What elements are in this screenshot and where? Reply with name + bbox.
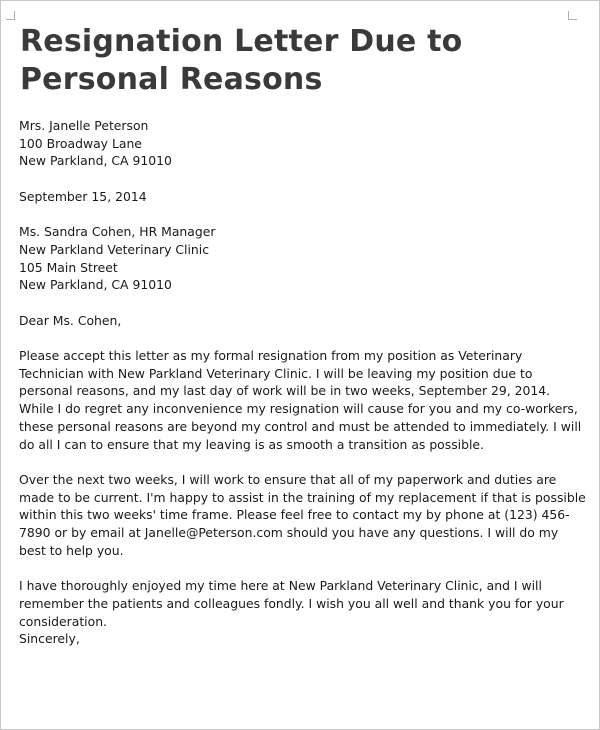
- sender-street: 100 Broadway Lane: [19, 135, 142, 151]
- recipient-name: Ms. Sandra Cohen, HR Manager: [19, 224, 216, 240]
- recipient-address: [19, 223, 579, 294]
- paragraph-line: these personal reasons are beyond my control and must be attended to immediately. I will: [19, 418, 582, 434]
- paragraph-line: consideration.: [19, 613, 107, 629]
- paragraph-1: [19, 347, 582, 453]
- closing: Sincerely,: [19, 631, 80, 647]
- sender-city: New Parkland, CA 91010: [19, 153, 172, 169]
- crop-mark-top-right: [568, 11, 577, 20]
- paragraph-2: [19, 471, 586, 560]
- recipient-city: New Parkland, CA 91010: [19, 277, 172, 293]
- paragraph-line: Technician with New Parkland Veterinary Clinic. I will be leaving my position due to: [19, 365, 533, 381]
- title-line-1: Resignation Letter Due to: [20, 24, 463, 59]
- page-title: [20, 23, 580, 99]
- paragraph-line: Over the next two weeks, I will work to ensure that all of my paperwork and duties are: [19, 471, 557, 487]
- sender-address: [19, 117, 579, 170]
- sender-name: Mrs. Janelle Peterson: [19, 118, 149, 133]
- crop-mark-top-left: [6, 11, 15, 20]
- paragraph-line: best to help you.: [19, 542, 124, 558]
- recipient-company: New Parkland Veterinary Clinic: [19, 241, 210, 257]
- paragraph-3: [19, 577, 579, 630]
- letter-date: September 15, 2014: [19, 188, 147, 204]
- paragraph-line: do all I can to ensure that my leaving is as smooth a transition as possible.: [19, 436, 484, 452]
- paragraph-line: personal reasons, and my last day of work will be in two weeks, September 29, 2014.: [19, 383, 551, 399]
- paragraph-line: remember the patients and colleagues fondly. I wish you all well and thank you for your: [19, 595, 564, 611]
- salutation: Dear Ms. Cohen,: [19, 312, 122, 328]
- paragraph-line: made to be current. I'm happy to assist in the training of my replacement if that is possible: [19, 489, 586, 505]
- recipient-street: 105 Main Street: [19, 259, 118, 275]
- letter-body: [19, 117, 586, 648]
- paragraph-line: Please accept this letter as my formal resignation from my position as Veterinary: [19, 348, 523, 364]
- title-line-2: Personal Reasons: [20, 62, 323, 97]
- paragraph-line: I have thoroughly enjoyed my time here at New Parkland Veterinary Clinic, and I will: [19, 578, 542, 594]
- paragraph-line: While I do regret any inconvenience my resignation will cause for you and my co-workers,: [19, 401, 578, 417]
- paragraph-line: within this two weeks' time frame. Please feel free to contact my by phone at (123) 456-: [19, 507, 570, 523]
- paragraph-line: 7890 or by email at Janelle@Peterson.com should you have any questions. I will do my: [19, 525, 559, 541]
